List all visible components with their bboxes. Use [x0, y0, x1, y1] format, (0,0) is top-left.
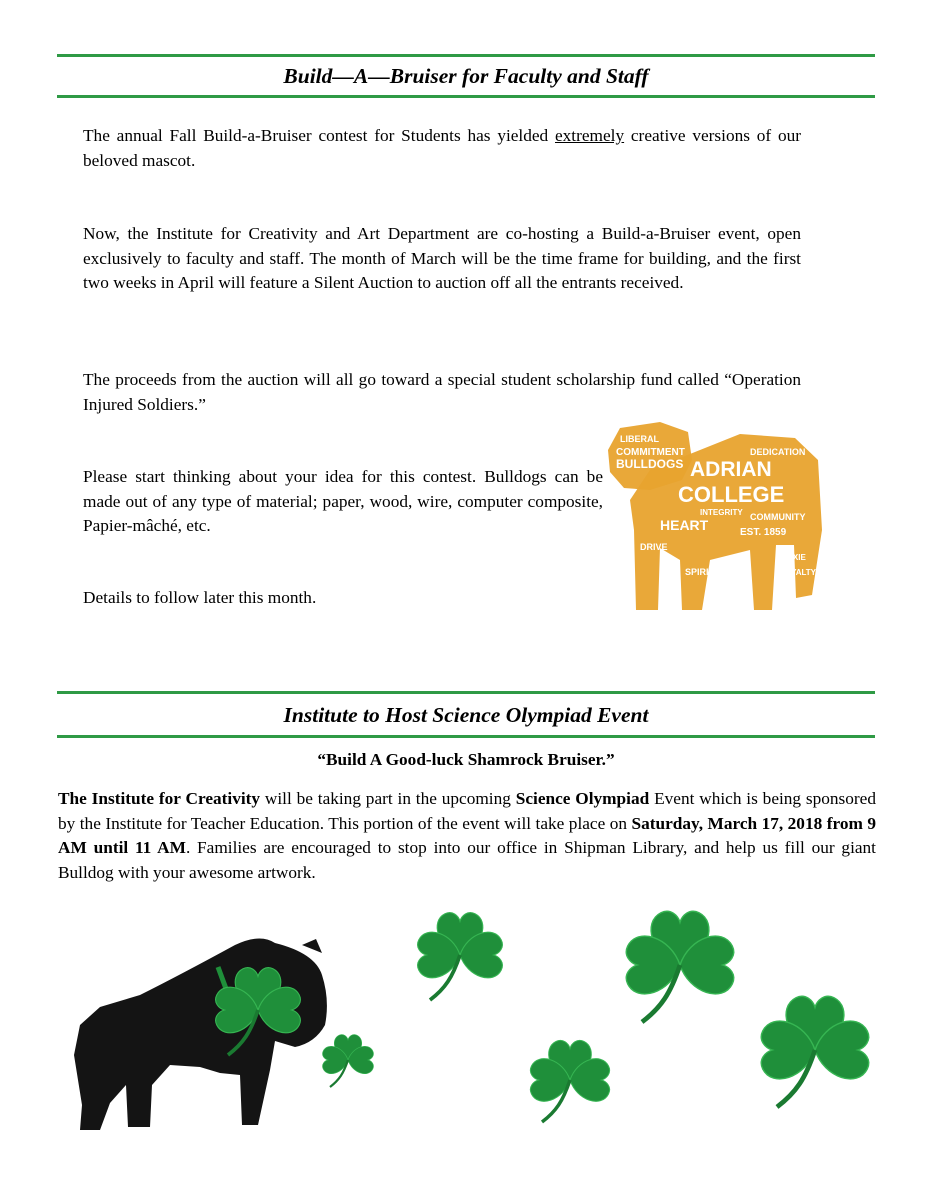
- wordart-word: MOXIE: [780, 553, 806, 562]
- bold-event-date: Saturday, March 17, 2018 from 9 AM until 11 AM: [58, 813, 876, 857]
- section1-top-rule: [57, 54, 875, 57]
- wordart-word: DEDICATION: [750, 447, 806, 457]
- shamrock-icon: [626, 911, 733, 1022]
- section2-heading: Institute to Host Science Olympiad Event: [283, 703, 649, 727]
- wordart-adrian: ADRIAN: [690, 458, 772, 481]
- p1-underlined-word: extremely: [555, 126, 625, 145]
- wordart-word: EST. 1859: [740, 527, 787, 538]
- bulldog-wordart-image: [590, 410, 835, 625]
- shamrock-icon: [323, 1035, 374, 1087]
- shamrock-icon: [761, 996, 868, 1107]
- bold-institute: The Institute for Creativity: [58, 789, 261, 808]
- p1-text-a: The annual Fall Build-a-Bruiser contest for Students has yielded: [83, 126, 555, 145]
- section1-paragraph-1: [83, 124, 801, 173]
- shamrock-icon: [418, 913, 503, 1000]
- shamrock-icon: [530, 1040, 609, 1122]
- wordart-word: SPIRIT: [685, 567, 715, 577]
- text-2: Event which is being sponsored by the Institute for Teacher Education. This portion of the event will take place on: [58, 789, 876, 833]
- section2-bottom-rule: [57, 735, 875, 738]
- wordart-word: LIBERAL: [620, 434, 659, 444]
- section2-paragraph: [58, 787, 876, 885]
- section1-bottom-rule: [57, 95, 875, 98]
- wordart-word: COMMITMENT: [616, 447, 685, 458]
- section1-paragraph-4: Please start thinking about your idea for this contest. Bulldogs can be made out of any type of material; paper, wood, wire, computer composite, Papier-mâché, etc.: [83, 467, 603, 535]
- section2-top-rule: [57, 691, 875, 694]
- text-3: . Families are encouraged to stop into our office in Shipman Library, and help us fill our giant Bulldog with your awesome artwork.: [58, 838, 876, 882]
- wordart-word: BULLDOGS: [616, 457, 684, 471]
- shamrocks-group: [0, 890, 927, 1200]
- section1-heading: Build—A—Bruiser for Faculty and Staff: [283, 64, 649, 88]
- section1-paragraph-5: Details to follow later this month.: [83, 588, 317, 607]
- section1-paragraph-3: The proceeds from the auction will all go toward a special student scholarship fund called “Operation Injured Soldiers.”: [83, 370, 801, 414]
- wordart-college: COLLEGE: [678, 482, 785, 507]
- wordart-word: LOYALTY: [780, 568, 817, 577]
- wordart-word: INTEGRITY: [700, 508, 743, 517]
- wordart-word: COMMUNITY: [750, 512, 806, 522]
- shamrock-icon: [216, 968, 301, 1055]
- section1-paragraph-2: Now, the Institute for Creativity and Art Department are co-hosting a Build-a-Bruiser event, open exclusively to faculty and staff. The month of March will be the time frame for building, and the first two weeks in April will feature a Silent Auction to auction off all the entrants received.: [83, 224, 801, 292]
- section2-subtitle: “Build A Good-luck Shamrock Bruiser.”: [317, 750, 615, 769]
- wordart-word: HEART: [660, 517, 709, 533]
- bold-science-olympiad: Science Olympiad: [515, 789, 650, 808]
- text-1: will be taking part in the upcoming: [260, 789, 516, 808]
- p1-text-b: creative versions of our beloved mascot.: [83, 126, 801, 170]
- wordart-word: DRIVE: [640, 542, 668, 552]
